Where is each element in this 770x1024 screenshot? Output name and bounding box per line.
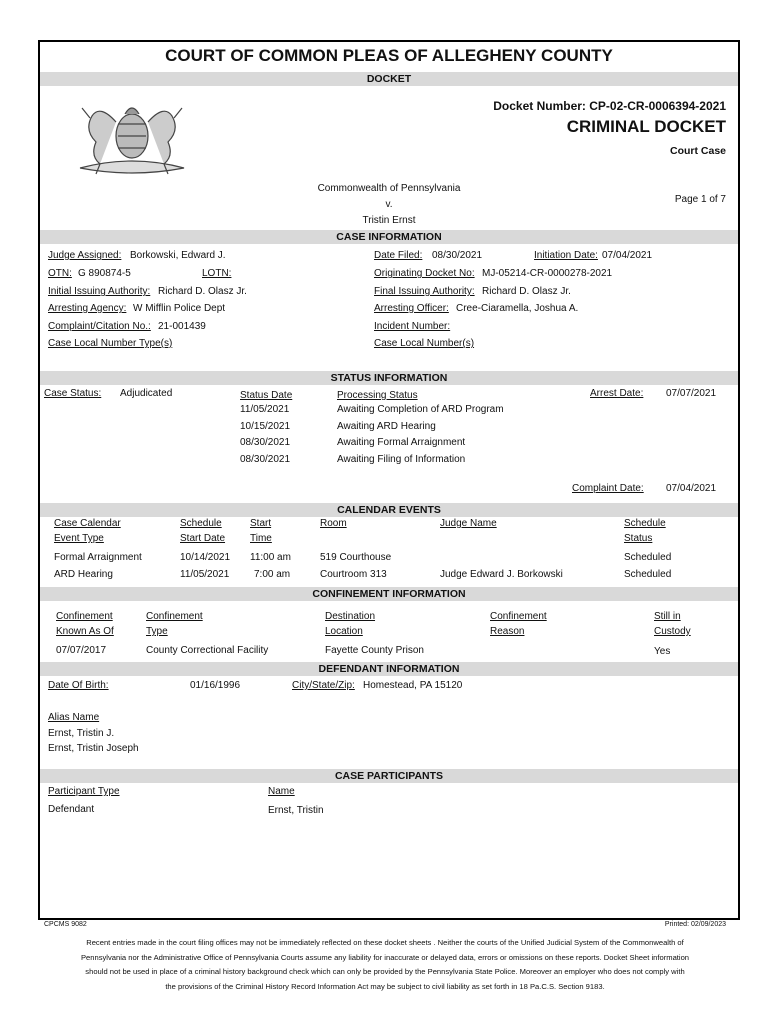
- participant-type-header: Participant Type: [48, 786, 120, 797]
- complaint-citation-label: Complaint/Citation No.:: [48, 321, 151, 332]
- confinement-destination-header: Destination: [325, 611, 376, 622]
- initiation-date-label: Initiation Date:: [534, 250, 598, 261]
- caption-defendant: Tristin Ernst: [362, 215, 416, 226]
- dob-label: Date Of Birth:: [48, 680, 109, 691]
- participant-type: Defendant: [48, 804, 95, 815]
- judge-value: Borkowski, Edward J.: [130, 250, 226, 261]
- processing-status: Awaiting Filing of Information: [337, 454, 466, 465]
- calendar-start-date-header: Start Date: [180, 533, 226, 544]
- still-in-custody-header: Still in: [654, 611, 681, 622]
- calendar-start-time-header: Time: [250, 533, 272, 544]
- arresting-officer-value: Cree-Ciaramella, Joshua A.: [456, 303, 579, 314]
- city-state-zip-label: City/State/Zip:: [292, 680, 355, 691]
- calendar-judge: Judge Edward J. Borkowski: [440, 569, 563, 580]
- alias-name: Ernst, Tristin Joseph: [48, 743, 139, 754]
- calendar-start-date: 11/05/2021: [180, 569, 230, 580]
- arresting-officer-label: Arresting Officer:: [374, 303, 449, 314]
- city-state-zip-value: Homestead, PA 15120: [363, 680, 463, 691]
- dob-value: 01/16/1996: [190, 680, 241, 691]
- alias-name: Ernst, Tristin J.: [48, 728, 115, 739]
- confinement-type-header: Type: [146, 626, 168, 637]
- calendar-events-band: CALENDAR EVENTS: [40, 503, 738, 517]
- case-status-value: Adjudicated: [120, 388, 173, 399]
- alias-name-header: Alias Name: [48, 712, 100, 723]
- complaint-date-label: Complaint Date:: [572, 483, 644, 494]
- final-authority-value: Richard D. Olasz Jr.: [482, 286, 571, 297]
- calendar-start-time-header: Start: [250, 518, 272, 529]
- page-number: Page 1 of 7: [674, 194, 726, 205]
- judge-label: Judge Assigned:: [48, 250, 122, 261]
- disclaimer-text: Recent entries made in the court filing offices may not be immediately reflected on these docket sheets . Neither the courts of the Unified Judicial System of the Commonwealth of Pennsylvania nor the Administrative Office of Pennsylvania Courts assume any liability for inaccurate or delayed data, errors or omissions on these reports. Docket Sheet information should not be used in place of a criminal history background check which can only be provided by the Pennsylvania State Police. Moreover an employer who does not comply with the provisions of the Criminal History Record Information Act may be subject to civil liability as set forth in 18 Pa.C.S. Section 9183.: [80, 938, 690, 991]
- confinement-known-header: Confinement: [56, 611, 113, 622]
- calendar-judge-header: Judge Name: [440, 518, 497, 529]
- court-title: COURT OF COMMON PLEAS OF ALLEGHENY COUNTY: [165, 46, 613, 65]
- calendar-event-type-header: Event Type: [54, 533, 104, 544]
- calendar-event-type-header: Case Calendar: [54, 518, 121, 529]
- status-date: 08/30/2021: [240, 437, 291, 448]
- participant-name: Ernst, Tristin: [268, 805, 324, 816]
- processing-status: Awaiting Formal Arraignment: [337, 437, 466, 448]
- still-in-custody-header: Custody: [654, 626, 691, 637]
- participant-name-header: Name: [268, 786, 295, 797]
- confinement-type-value: County Correctional Facility: [146, 645, 269, 656]
- case-participants-band: CASE PARTICIPANTS: [40, 769, 738, 783]
- form-id: CPCMS 9082: [44, 921, 87, 928]
- confinement-reason-header: Confinement: [490, 611, 547, 622]
- status-date: 11/05/2021: [240, 404, 290, 415]
- confinement-known-value: 07/07/2017: [56, 645, 107, 656]
- case-status-label: Case Status:: [44, 388, 102, 399]
- confinement-destination-header: Location: [325, 626, 363, 637]
- lotn-label: LOTN:: [202, 268, 232, 279]
- final-authority-label: Final Issuing Authority:: [374, 286, 475, 297]
- processing-status: Awaiting ARD Hearing: [337, 421, 436, 432]
- defendant-info-band: DEFENDANT INFORMATION: [40, 662, 738, 676]
- confinement-known-header: Known As Of: [56, 626, 114, 637]
- originating-docket-value: MJ-05214-CR-0000278-2021: [482, 268, 613, 279]
- still-in-custody-value: Yes: [654, 646, 671, 657]
- printed-date: Printed: 02/09/2023: [664, 921, 726, 928]
- processing-status: Awaiting Completion of ARD Program: [337, 404, 504, 415]
- court-case-label: Court Case: [669, 145, 726, 157]
- calendar-start-time: 11:00 am: [250, 552, 291, 563]
- date-filed-value: 08/30/2021: [432, 250, 483, 261]
- calendar-room-header: Room: [320, 518, 347, 529]
- calendar-event-type: Formal Arraignment: [54, 552, 142, 563]
- caption-versus: v.: [385, 199, 393, 210]
- confinement-destination-value: Fayette County Prison: [325, 645, 424, 656]
- complaint-citation-value: 21-001439: [158, 321, 206, 332]
- status-info-band: STATUS INFORMATION: [40, 371, 738, 385]
- calendar-room: Courtroom 313: [320, 569, 387, 580]
- status-date-header: Status Date: [240, 390, 293, 401]
- complaint-date-value: 07/04/2021: [666, 483, 717, 494]
- caption-plaintiff: Commonwealth of Pennsylvania: [317, 183, 461, 194]
- calendar-status: Scheduled: [624, 552, 672, 563]
- calendar-status: Scheduled: [624, 569, 672, 580]
- case-info-band: CASE INFORMATION: [40, 230, 738, 244]
- calendar-event-type: ARD Hearing: [54, 569, 113, 580]
- status-date: 08/30/2021: [240, 454, 291, 465]
- calendar-room: 519 Courthouse: [320, 552, 392, 563]
- docket-page: [38, 40, 740, 920]
- calendar-status-header: Schedule: [624, 518, 666, 529]
- pennsylvania-seal-icon: [70, 94, 194, 178]
- confinement-info-band: CONFINEMENT INFORMATION: [40, 587, 738, 601]
- originating-docket-label: Originating Docket No:: [374, 268, 475, 279]
- confinement-type-header: Confinement: [146, 611, 203, 622]
- local-number-type-label: Case Local Number Type(s): [48, 338, 173, 349]
- status-date: 10/15/2021: [240, 421, 291, 432]
- arrest-date-label: Arrest Date:: [590, 388, 644, 399]
- local-number-label: Case Local Number(s): [374, 338, 475, 349]
- calendar-start-date: 10/14/2021: [180, 552, 231, 563]
- initiation-date-value: 07/04/2021: [602, 250, 653, 261]
- processing-status-header: Processing Status: [337, 390, 418, 401]
- incident-number-label: Incident Number:: [374, 321, 451, 332]
- docket-number: Docket Number: CP-02-CR-0006394-2021: [493, 99, 726, 113]
- arresting-agency-label: Arresting Agency:: [48, 303, 127, 314]
- docket-type: CRIMINAL DOCKET: [566, 117, 726, 136]
- arrest-date-value: 07/07/2021: [666, 388, 717, 399]
- calendar-start-time: 7:00 am: [254, 569, 291, 580]
- date-filed-label: Date Filed:: [374, 250, 423, 261]
- calendar-status-header: Status: [624, 533, 653, 544]
- docket-band: DOCKET: [40, 72, 738, 86]
- initial-authority-value: Richard D. Olasz Jr.: [158, 286, 247, 297]
- confinement-reason-header: Reason: [490, 626, 525, 637]
- otn-label: OTN:: [48, 268, 72, 279]
- arresting-agency-value: W Mifflin Police Dept: [133, 303, 226, 314]
- otn-value: G 890874-5: [78, 268, 131, 279]
- initial-authority-label: Initial Issuing Authority:: [48, 286, 151, 297]
- calendar-start-date-header: Schedule: [180, 518, 222, 529]
